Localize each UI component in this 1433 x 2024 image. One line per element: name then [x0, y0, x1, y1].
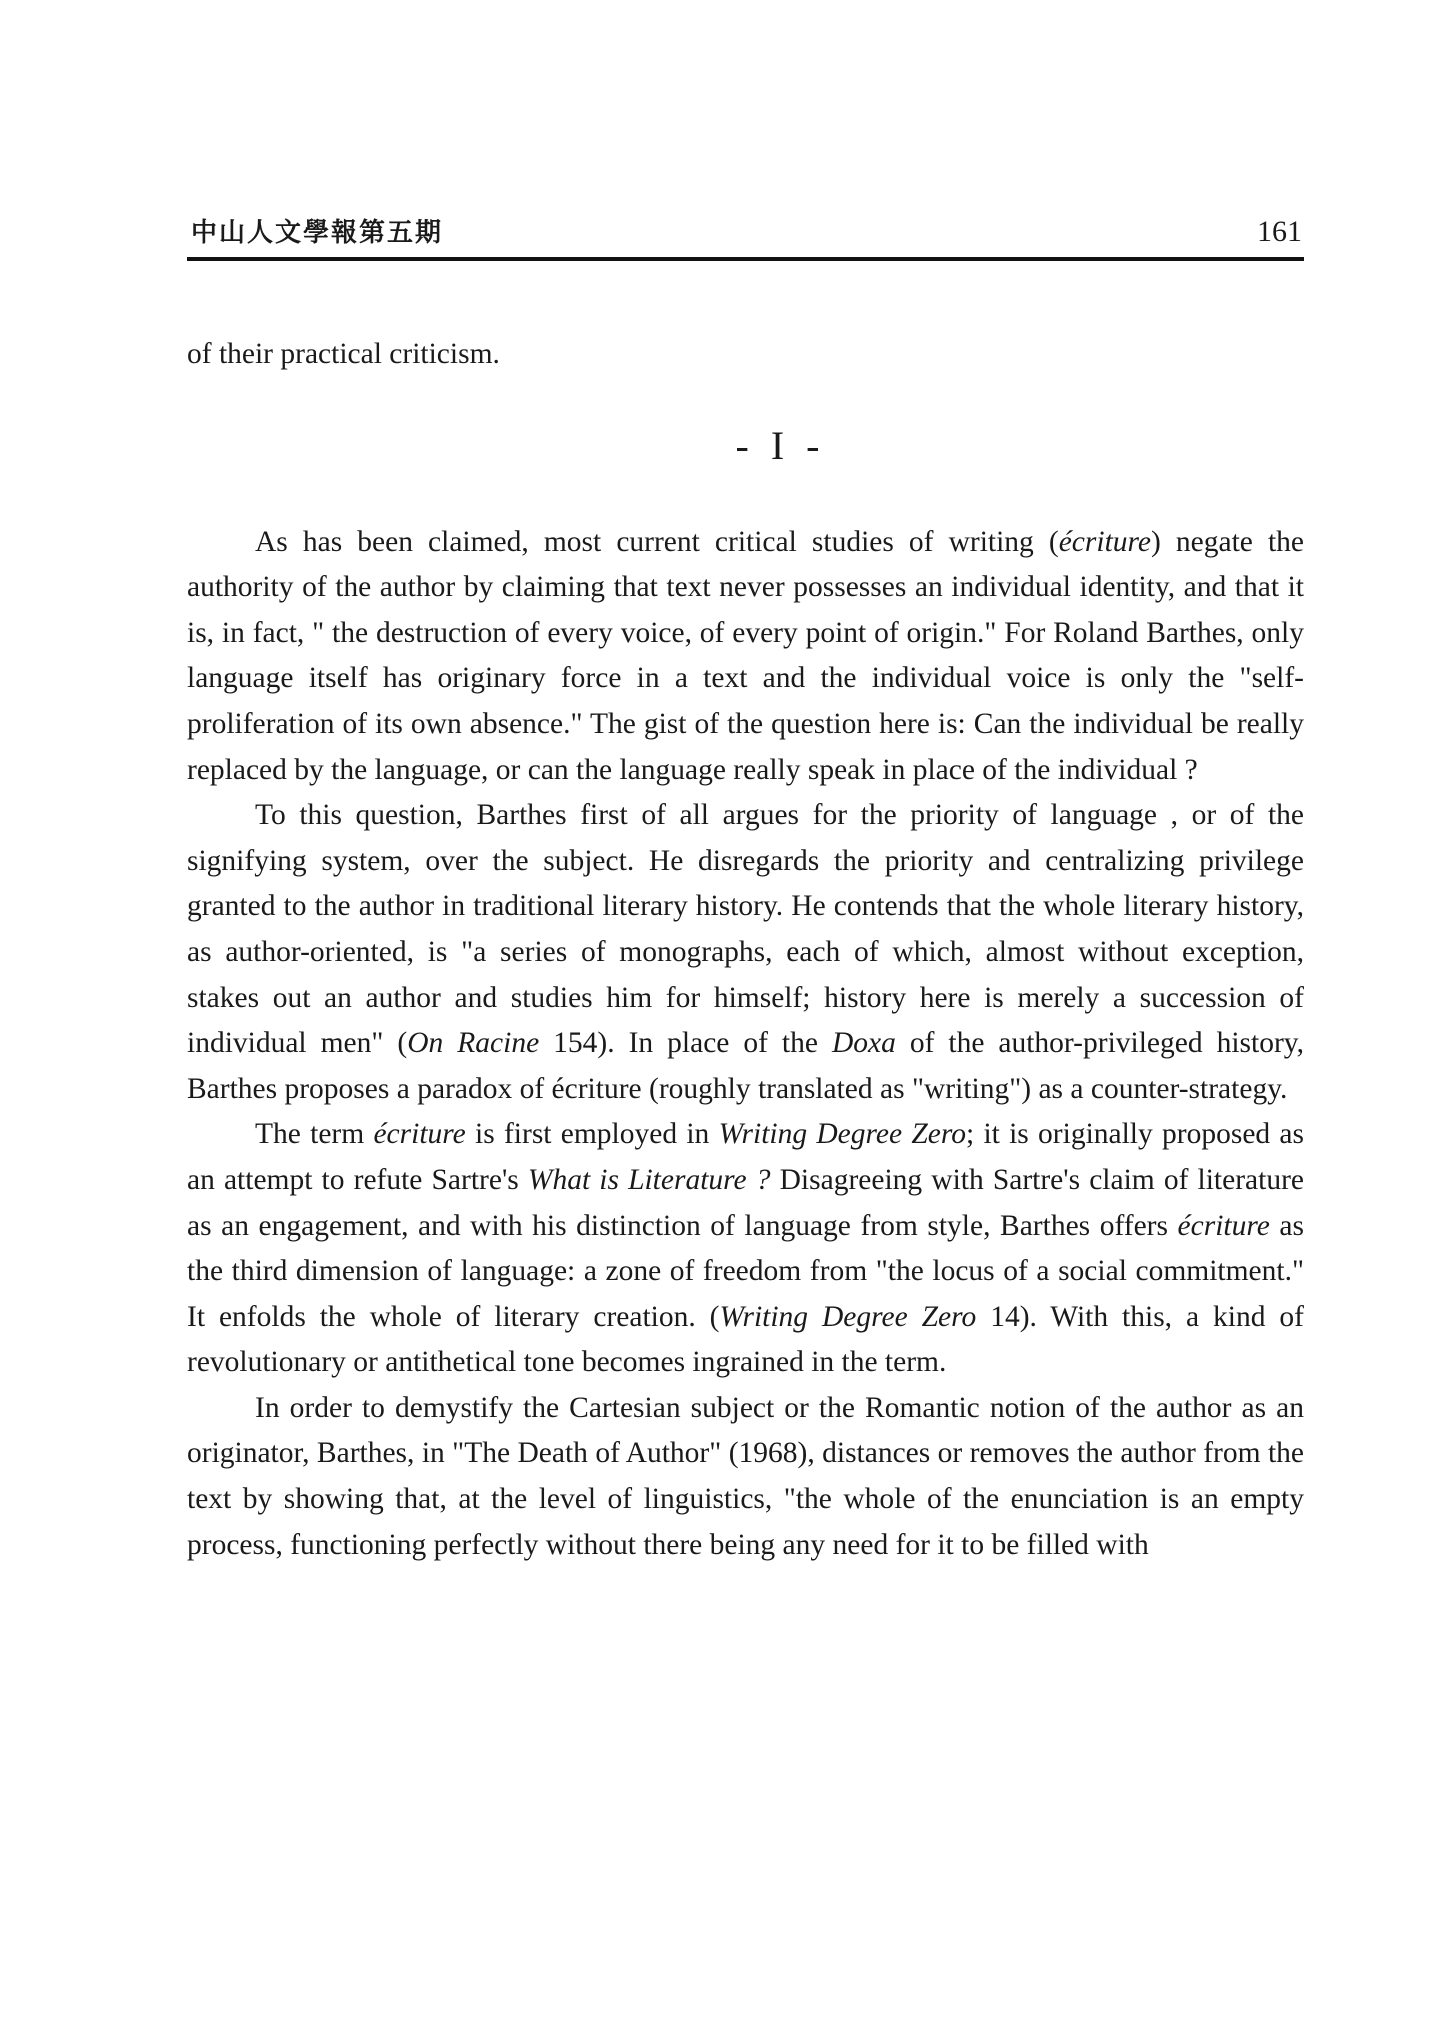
- paragraph-text: ; it is originally proposed as an attempt to refute Sartre's: [187, 1118, 1304, 1196]
- paragraph-text: Disagreeing with Sartre's claim of literature as an engagement, and with his distinction of language from style, Barthes offers: [187, 1163, 1304, 1242]
- italic-term: écriture: [1058, 525, 1151, 558]
- page-number: 161: [1257, 215, 1302, 248]
- journal-title: 中山人文學報第五期: [191, 218, 444, 248]
- italic-title: Writing Degree Zero: [719, 1300, 977, 1333]
- article-body: [187, 332, 1304, 1568]
- paragraph-text: ) negate the authority of the author by claiming that text never possesses an individual identity, and that it is, in fact, " the destruction of every voice, of every point of origin." For Roland Barthes, only language itself has originary force in a text and the individual voice is only the "self-proliferation of its own absence." The gist of the question here is: Can the individual be really replaced by the language, or can the language really speak in place of the individual ?: [187, 525, 1305, 786]
- paragraph-1: [187, 520, 1304, 794]
- paragraph-text: 14). With this, a kind of revolutionary or antithetical tone becomes ingrained in the term.: [187, 1300, 1304, 1379]
- paragraph-text: In order to demystify the Cartesian subject or the Romantic notion of the author as an originator, Barthes, in "The Death of Author" (1968), distances or removes the author from the text by showing that, at the level of linguistics, "the whole of the enunciation is an empty process, functioning perfectly without there being any need for it to be filled with: [187, 1391, 1304, 1561]
- paragraph-text: is first employed in: [465, 1118, 719, 1151]
- paragraph-2: [187, 793, 1304, 1112]
- italic-term: écriture: [373, 1118, 466, 1151]
- paragraph-text: The term: [255, 1118, 374, 1151]
- italic-title: Writing Degree Zero: [718, 1118, 966, 1151]
- paragraph-text: As has been claimed, most current critical studies of writing (: [255, 525, 1059, 558]
- italic-term: écriture: [1177, 1209, 1270, 1242]
- paragraph-4: [187, 1386, 1304, 1568]
- italic-title: What is Literature ?: [527, 1163, 771, 1196]
- italic-term: Doxa: [831, 1027, 896, 1060]
- paragraph-text: as the third dimension of language: a zone of freedom from "the locus of a social commitment." It enfolds the whole of literary creation. (: [187, 1209, 1304, 1333]
- paragraph-3: [187, 1112, 1304, 1386]
- section-heading: - I -: [735, 422, 826, 468]
- continuation-line: of their practical criticism.: [187, 338, 500, 370]
- running-header: [187, 213, 1304, 261]
- paragraph-text: To this question, Barthes first of all argues for the priority of language , or of the signifying system, over the subject. He disregards the priority and centralizing privilege granted to the author in traditional literary history. He contends that the whole literary history, as author-oriented, is "a series of monographs, each of which, almost without exception, stakes out an author and studies him for himself; history here is merely a succession of individual men" (: [187, 799, 1304, 1060]
- paragraph-text: 154). In place of the: [539, 1027, 832, 1060]
- paragraph-text: of the author-privileged history, Barthes proposes a paradox of écriture (roughly translated as "writing") as a counter-strategy.: [187, 1027, 1304, 1105]
- italic-title: On Racine: [407, 1027, 540, 1060]
